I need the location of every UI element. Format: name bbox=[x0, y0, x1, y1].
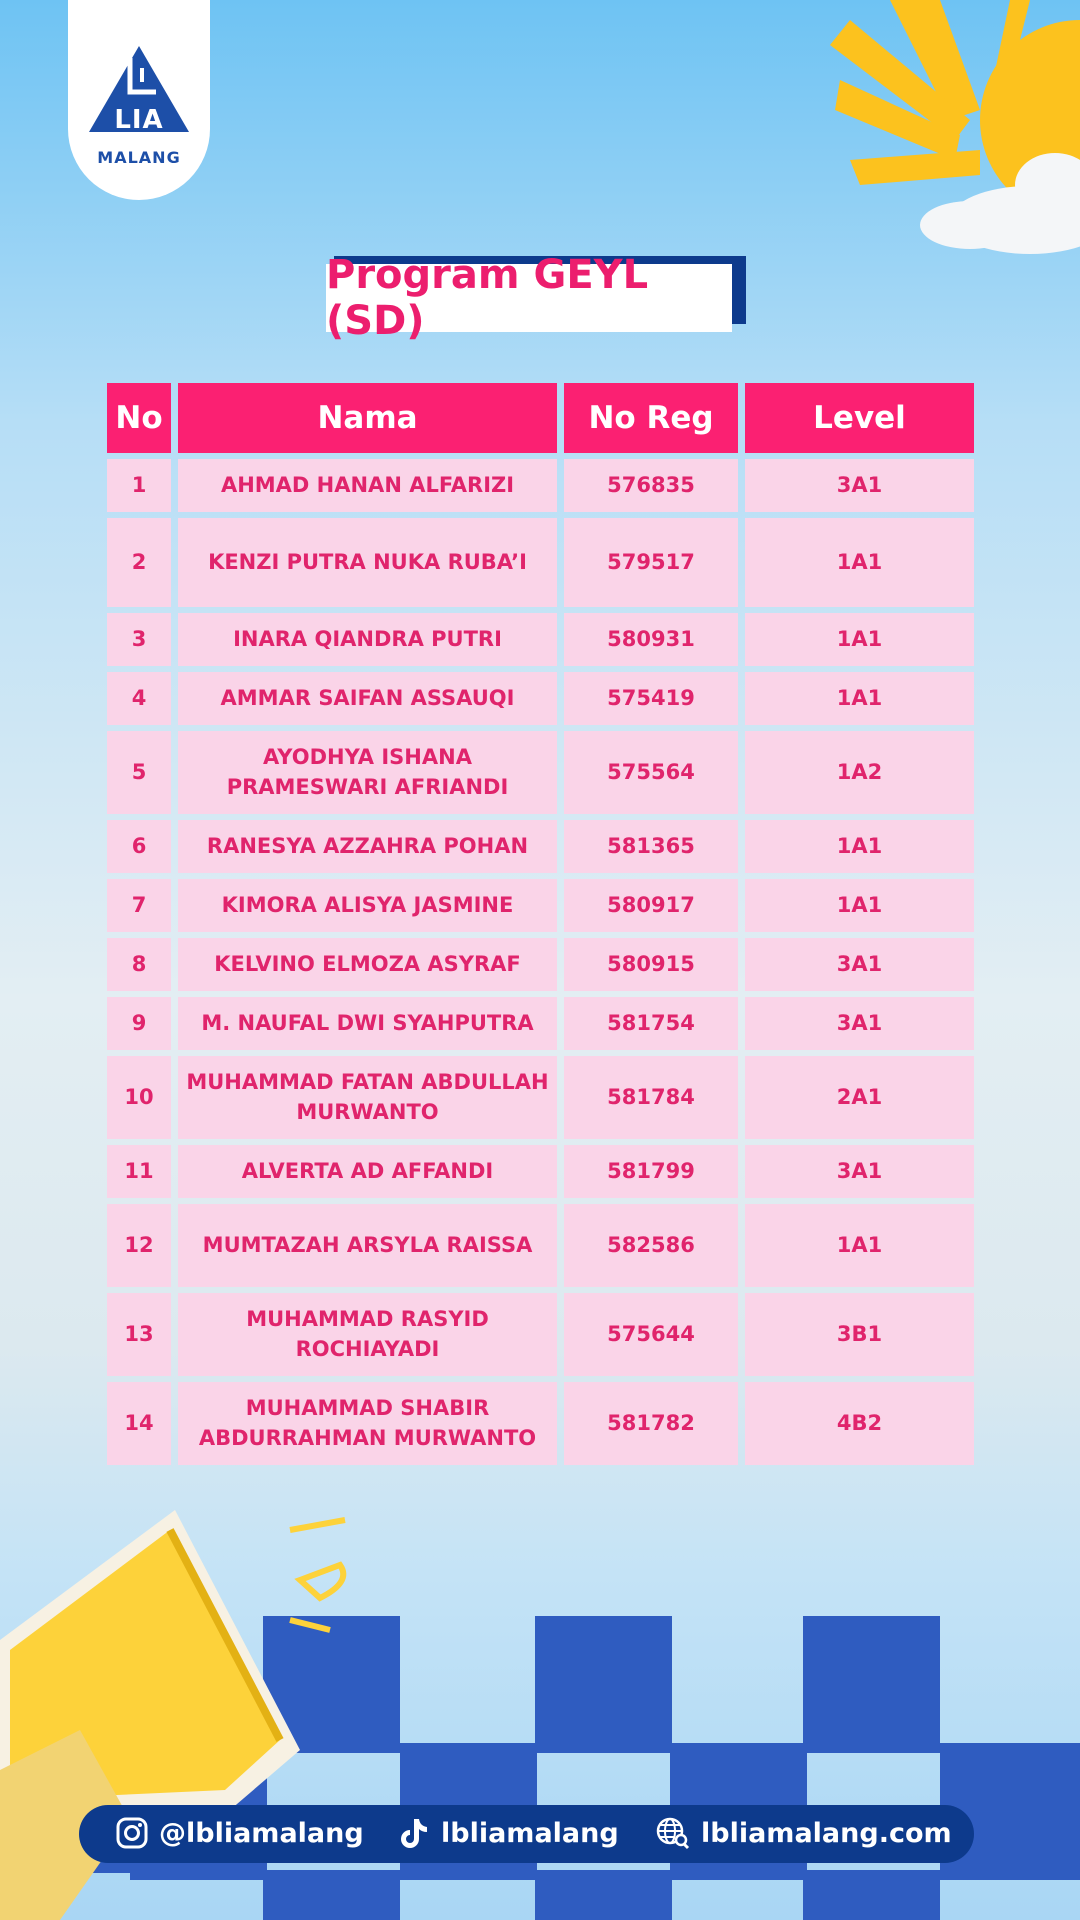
table-cell-nama: MUHAMMAD SHABIR ABDURRAHMAN MURWANTO bbox=[178, 1382, 557, 1465]
table-cell-level: 1A1 bbox=[745, 820, 974, 873]
table-cell-no-reg: 575564 bbox=[564, 731, 738, 814]
instagram-icon bbox=[115, 1816, 149, 1850]
table-cell-no-reg: 576835 bbox=[564, 459, 738, 512]
table-cell-no: 5 bbox=[107, 731, 171, 814]
table-cell-no: 9 bbox=[107, 997, 171, 1050]
table-cell-nama: AMMAR SAIFAN ASSAUQI bbox=[178, 672, 557, 725]
table-cell-level: 3A1 bbox=[745, 1145, 974, 1198]
table-cell-level: 1A2 bbox=[745, 731, 974, 814]
table-cell-no-reg: 575419 bbox=[564, 672, 738, 725]
table-cell-level: 3B1 bbox=[745, 1293, 974, 1376]
instagram-handle: @lbliamalang bbox=[159, 1817, 364, 1849]
table-cell-no-reg: 581782 bbox=[564, 1382, 738, 1465]
table-cell-no-reg: 581799 bbox=[564, 1145, 738, 1198]
website-url: lbliamalang.com bbox=[701, 1817, 952, 1849]
social-bar bbox=[79, 1805, 974, 1863]
table-cell-nama: ALVERTA AD AFFANDI bbox=[178, 1145, 557, 1198]
table-cell-nama: RANESYA AZZAHRA POHAN bbox=[178, 820, 557, 873]
page-title: Program GEYL (SD) bbox=[326, 264, 732, 332]
title-block bbox=[326, 252, 746, 344]
table-cell-level: 3A1 bbox=[745, 997, 974, 1050]
table-cell-nama: M. NAUFAL DWI SYAHPUTRA bbox=[178, 997, 557, 1050]
table-cell-level: 1A1 bbox=[745, 1204, 974, 1287]
tiktok-handle: lbliamalang bbox=[441, 1817, 619, 1849]
table-cell-nama: MUHAMMAD RASYID ROCHIAYADI bbox=[178, 1293, 557, 1376]
table-cell-no: 6 bbox=[107, 820, 171, 873]
tiktok-icon bbox=[399, 1816, 431, 1850]
table-cell-no-reg: 581754 bbox=[564, 997, 738, 1050]
instagram-link[interactable] bbox=[115, 1816, 364, 1850]
table-cell-no-reg: 580931 bbox=[564, 613, 738, 666]
logo-text: LIA bbox=[114, 105, 164, 135]
globe-search-icon bbox=[655, 1816, 691, 1850]
table-cell-no: 2 bbox=[107, 518, 171, 607]
sun-icon bbox=[830, 0, 1080, 270]
table-cell-level: 4B2 bbox=[745, 1382, 974, 1465]
table-cell-nama: AHMAD HANAN ALFARIZI bbox=[178, 459, 557, 512]
table-cell-no-reg: 579517 bbox=[564, 518, 738, 607]
website-link[interactable] bbox=[655, 1816, 952, 1850]
header-no-reg: No Reg bbox=[564, 383, 738, 453]
table-cell-no: 12 bbox=[107, 1204, 171, 1287]
table-cell-no-reg: 581365 bbox=[564, 820, 738, 873]
table-cell-no: 1 bbox=[107, 459, 171, 512]
table-cell-level: 2A1 bbox=[745, 1056, 974, 1139]
table-cell-no: 14 bbox=[107, 1382, 171, 1465]
header-level: Level bbox=[745, 383, 974, 453]
table-cell-no: 11 bbox=[107, 1145, 171, 1198]
header-nama: Nama bbox=[178, 383, 557, 453]
table-cell-no: 7 bbox=[107, 879, 171, 932]
table-cell-nama: KIMORA ALISYA JASMINE bbox=[178, 879, 557, 932]
table-cell-no: 13 bbox=[107, 1293, 171, 1376]
header-no: No bbox=[107, 383, 171, 453]
table-cell-level: 3A1 bbox=[745, 459, 974, 512]
table-cell-no: 8 bbox=[107, 938, 171, 991]
table-cell-no: 4 bbox=[107, 672, 171, 725]
table-cell-level: 1A1 bbox=[745, 518, 974, 607]
logo-card bbox=[68, 0, 210, 200]
table-cell-no-reg: 580917 bbox=[564, 879, 738, 932]
participants-table bbox=[107, 383, 973, 1471]
table-cell-level: 1A1 bbox=[745, 613, 974, 666]
table-cell-nama: MUMTAZAH ARSYLA RAISSA bbox=[178, 1204, 557, 1287]
table-cell-no-reg: 581784 bbox=[564, 1056, 738, 1139]
table-cell-nama: INARA QIANDRA PUTRI bbox=[178, 613, 557, 666]
table-cell-nama: KENZI PUTRA NUKA RUBA’I bbox=[178, 518, 557, 607]
table-cell-nama: KELVINO ELMOZA ASYRAF bbox=[178, 938, 557, 991]
table-cell-no-reg: 582586 bbox=[564, 1204, 738, 1287]
tiktok-link[interactable] bbox=[399, 1816, 619, 1850]
table-cell-level: 1A1 bbox=[745, 879, 974, 932]
table-cell-nama: MUHAMMAD FATAN ABDULLAH MURWANTO bbox=[178, 1056, 557, 1139]
logo-subtext: MALANG bbox=[97, 148, 181, 167]
table-cell-level: 1A1 bbox=[745, 672, 974, 725]
table-cell-no-reg: 580915 bbox=[564, 938, 738, 991]
table-cell-level: 3A1 bbox=[745, 938, 974, 991]
table-cell-no-reg: 575644 bbox=[564, 1293, 738, 1376]
table-cell-no: 10 bbox=[107, 1056, 171, 1139]
table-cell-nama: AYODHYA ISHANA PRAMESWARI AFRIANDI bbox=[178, 731, 557, 814]
table-cell-no: 3 bbox=[107, 613, 171, 666]
